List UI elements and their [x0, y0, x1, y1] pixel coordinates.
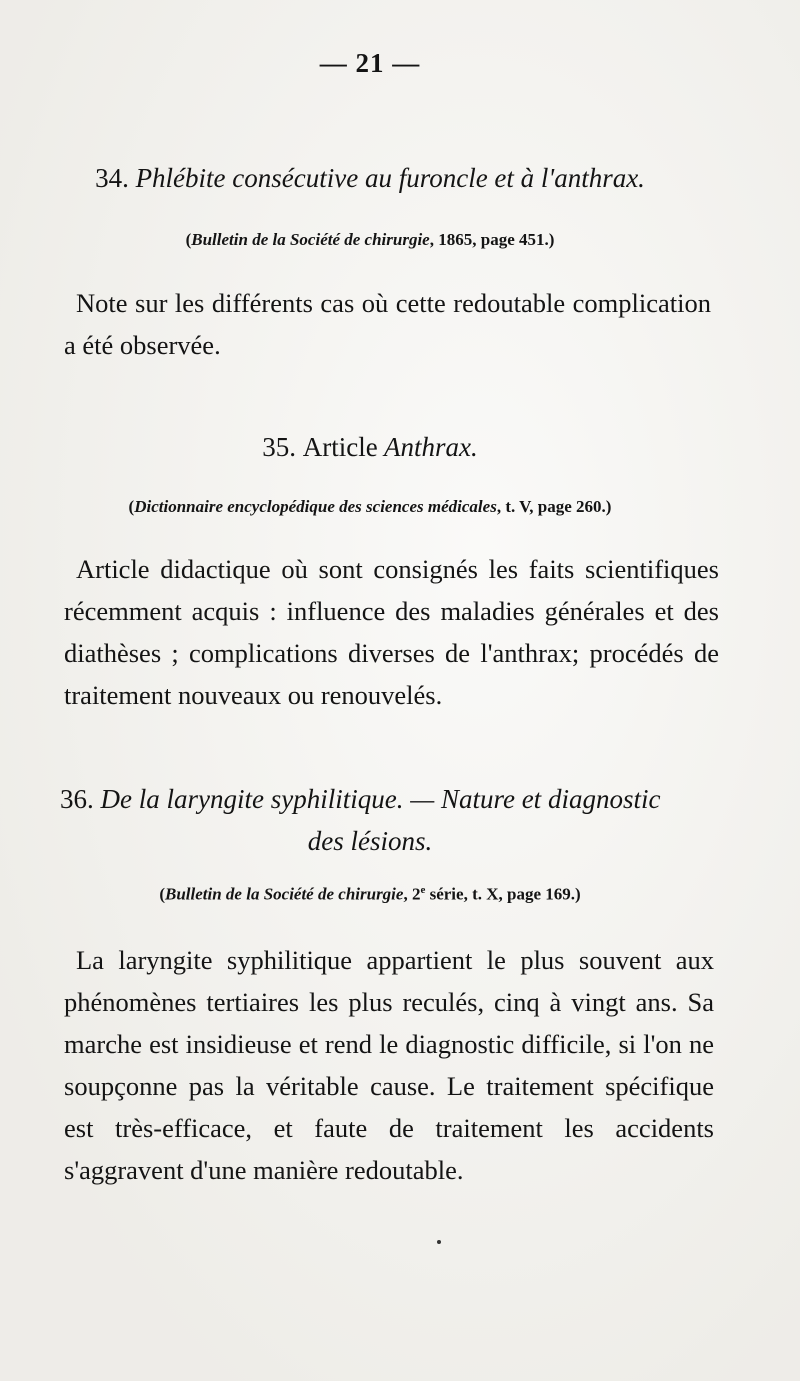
entry-36-title-line2: des lésions.	[307, 826, 433, 856]
entry-35-title	[0, 432, 740, 463]
entry-35-source: (Dictionnaire encyclopédique des sciences médicales, t. V, page 260.)	[128, 497, 612, 516]
entry-35-body: Article didactique où sont consignés les faits scientifiques récemment acquis : influence des maladies générales et des diathèses ; complications diverses de l'anthrax; procédés de traitement nouveaux ou renouvelés.	[64, 554, 719, 710]
entry-36-source-series: , 2	[403, 884, 421, 904]
ink-speck	[437, 1240, 441, 1244]
entry-36-number: 36.	[60, 784, 94, 814]
entry-35-title-italic: Anthrax.	[383, 432, 478, 462]
entry-34-title-text: Phlébite consécutive au furoncle et à l'anthrax.	[135, 163, 645, 193]
entry-34-body: Note sur les différents cas où cette redoutable complication a été observée.	[64, 288, 711, 360]
entry-35-title-plain: Article	[302, 432, 378, 462]
entry-34-title	[0, 163, 740, 194]
entry-35-source-title: Dictionnaire encyclopédique des sciences médicales	[134, 497, 497, 516]
entry-34-source-detail: , 1865, page 451.	[429, 230, 549, 249]
entry-35-number: 35.	[262, 432, 296, 462]
entry-34-source: (Bulletin de la Société de chirurgie, 1865, page 451.)	[185, 230, 555, 249]
entry-34-source-title: Bulletin de la Société de chirurgie	[191, 230, 430, 249]
entry-35-source-detail: , t. V, page 260.	[496, 497, 606, 516]
entry-34-number: 34.	[95, 163, 129, 193]
entry-36-source-sup: e	[420, 884, 426, 896]
page-number: — 21 —	[319, 48, 421, 78]
entry-36-source-title: Bulletin de la Société de chirurgie	[164, 884, 404, 904]
entry-36-source: (Bulletin de la Société de chirurgie, 2e série, t. X, page 169.)	[159, 884, 581, 904]
entry-36-body: La laryngite syphilitique appartient le plus souvent aux phénomènes tertiaires les plus reculés, cinq à vingt ans. Sa marche est insidieuse et rend le diagnostic difficile, si l'on ne soupçonne pas la véritable cause. Le traitement spécifique est très-efficace, et faute de traitement les accidents s'aggravent d'une manière redoutable.	[64, 945, 714, 1185]
entry-36-title-line1: De la laryngite syphilitique. — Nature et diagnostic	[100, 784, 661, 814]
entry-36-source-detail: série, t. X, page 169.	[425, 884, 576, 904]
entry-36-title	[60, 784, 720, 815]
